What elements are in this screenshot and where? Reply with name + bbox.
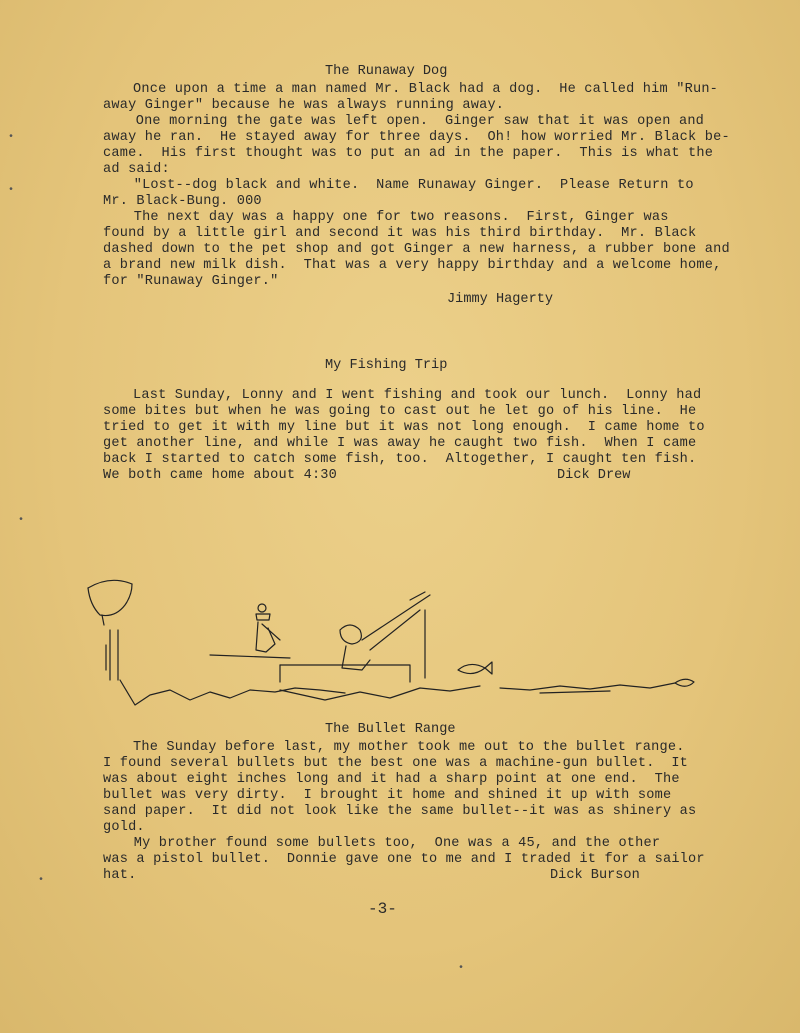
story1-author: Jimmy Hagerty [447, 292, 554, 307]
story1-line: came. His first thought was to put an ad in the paper. This is what the [103, 146, 714, 161]
story3-line: The Sunday before last, my mother took me out to the bullet range. [133, 740, 685, 755]
story3-line: My brother found some bullets too, One was a 45, and the other [117, 836, 661, 851]
story2-line: get another line, and while I was away he caught two fish. When I came [103, 436, 697, 451]
scan-speck-icon: • [458, 963, 465, 974]
story1-line: away Ginger" because he was always running away. [103, 98, 505, 113]
story3-title: The Bullet Range [325, 722, 456, 737]
story3-line: sand paper. It did not look like the same bullet--it was as shinery as [103, 804, 697, 819]
story1-line: dashed down to the pet shop and got Ginger a new harness, a rubber bone and [103, 242, 730, 257]
story1-line: away he ran. He stayed away for three days. Oh! how worried Mr. Black be- [103, 130, 730, 145]
fishing-sketch [80, 570, 710, 720]
scan-speck-icon: • [8, 185, 15, 196]
story1-line: "Lost--dog black and white. Name Runaway Ginger. Please Return to [117, 178, 694, 193]
story2-line: Last Sunday, Lonny and I went fishing and took our lunch. Lonny had [133, 388, 702, 403]
story1-line: found by a little girl and second it was his third birthday. Mr. Black [103, 226, 697, 241]
scan-speck-icon: • [38, 875, 45, 886]
story3-line: hat. [103, 868, 137, 883]
story2-author: Dick Drew [557, 468, 631, 483]
scan-speck-icon: • [8, 132, 15, 143]
page-number: -3- [368, 900, 397, 918]
story3-line: gold. [103, 820, 145, 835]
story2-line: back I started to catch some fish, too. Altogether, I caught ten fish. [103, 452, 697, 467]
story1-line: One morning the gate was left open. Ginger saw that it was open and [119, 114, 705, 129]
story1-line: Mr. Black-Bung. 000 [103, 194, 262, 209]
story1-line: The next day was a happy one for two reasons. First, Ginger was [117, 210, 669, 225]
story3-line: was about eight inches long and it had a sharp point at one end. The [103, 772, 680, 787]
scan-speck-icon: • [18, 515, 25, 526]
story1-line: Once upon a time a man named Mr. Black had a dog. He called him "Run- [133, 82, 719, 97]
story1-line: ad said: [103, 162, 170, 177]
story3-author: Dick Burson [550, 868, 640, 883]
story2-line: some bites but when he was going to cast out he let go of his line. He [103, 404, 697, 419]
story2-title: My Fishing Trip [325, 358, 448, 373]
story1-line: a brand new milk dish. That was a very happy birthday and a welcome home, [103, 258, 722, 273]
story3-line: was a pistol bullet. Donnie gave one to me and I traded it for a sailor [103, 852, 705, 867]
story1-line: for "Runaway Ginger." [103, 274, 279, 289]
story1-title: The Runaway Dog [325, 64, 448, 79]
story3-line: bullet was very dirty. I brought it home and shined it up with some [103, 788, 672, 803]
story2-line: We both came home about 4:30 [103, 468, 338, 483]
story2-line: tried to get it with my line but it was not long enough. I came home to [103, 420, 705, 435]
story3-line: I found several bullets but the best one was a machine-gun bullet. It [103, 756, 689, 771]
